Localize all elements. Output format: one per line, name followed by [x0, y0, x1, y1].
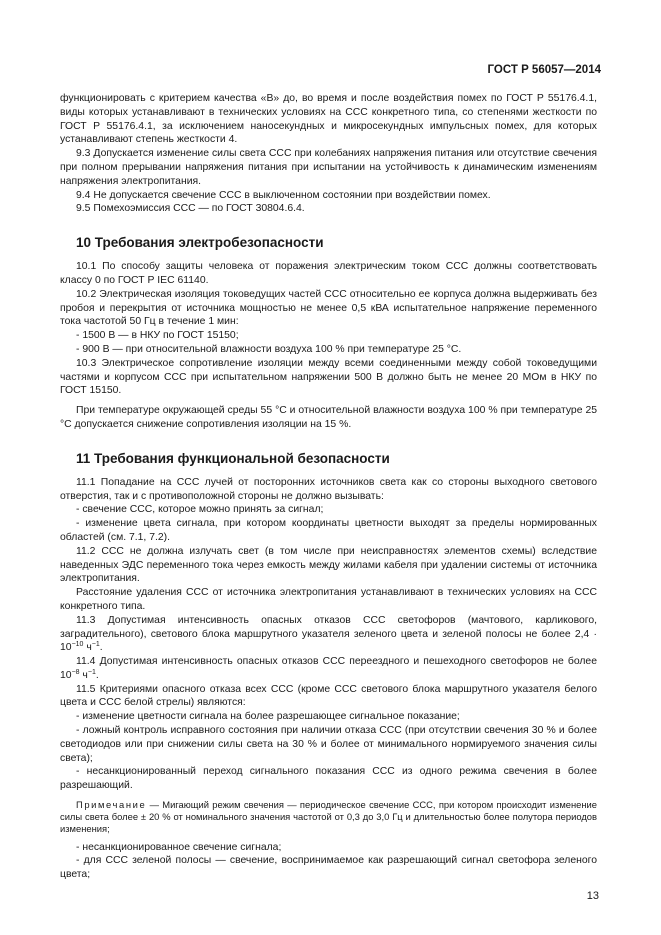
- paragraph: [60, 655, 597, 683]
- section-heading: 10 Требования электробезопасности: [76, 235, 324, 251]
- paragraph: [60, 710, 597, 724]
- paragraph: [60, 545, 597, 586]
- paragraph-text: 9.4 Не допускается свечение ССС в выключенном состоянии при воздействии помех.: [76, 189, 491, 201]
- paragraph-text: .: [95, 669, 99, 681]
- paragraph: [60, 343, 597, 357]
- paragraph-text: - изменение цвета сигнала, при котором координаты цветности выходят за пределы нормированных областей (см. 7.1, 7.2).: [60, 518, 597, 543]
- superscript: −1: [91, 641, 100, 649]
- paragraph-text: - 900 В — при относительной влажности воздуха 100 % при температуре 25 °С.: [76, 343, 462, 355]
- paragraph: [60, 202, 597, 216]
- paragraph-text: 9.3 Допускается изменение силы света ССС при колебаниях напряжения питания или отсутствие свечения при полном прерывании напряжения питания при испытании на устойчивость к динамическим изменениям напряжения электропитания.: [60, 148, 597, 187]
- paragraph: [60, 288, 597, 329]
- paragraph: [60, 503, 597, 517]
- note-paragraph: [60, 799, 597, 836]
- paragraph: [60, 92, 597, 147]
- paragraph: [60, 586, 597, 614]
- paragraph-text: 11.1 Попадание на ССС лучей от посторонних источников света как со стороны выходного светового отверстия, так и с противоположной стороны не должно вызывать:: [60, 476, 597, 502]
- paragraph: [60, 614, 597, 655]
- document-header: ГОСТ Р 56057—2014: [487, 64, 601, 76]
- paragraph-text: ч: [83, 642, 92, 654]
- paragraph-text: - несанкционированное свечение сигнала;: [76, 841, 282, 853]
- paragraph-text: 10.3 Электрическое сопротивление изоляции между всеми соединенными между собой токоведущими частями и корпусом ССС при испытательном напряжении 500 В должно быть не менее 20 МОм в НКУ по ГОСТ 15150.: [60, 357, 597, 397]
- paragraph-text: 10.1 По способу защиты человека от поражения электрическим током ССС должны соответствовать классу 0 по ГОСТ Р IEC 61140.: [60, 261, 597, 286]
- superscript: −10: [71, 641, 84, 649]
- paragraph-text: .: [99, 642, 103, 654]
- paragraph: [60, 854, 597, 882]
- paragraph-text: - свечение ССС, которое можно принять за сигнал;: [76, 504, 324, 516]
- paragraph-text: - 1500 В — в НКУ по ГОСТ 15150;: [76, 330, 239, 342]
- paragraph-text: 11.5 Критериями опасного отказа всех ССС (кроме ССС светового блока маршрутного указателя белого цвета и ССС белой стрелы) являются:: [60, 683, 597, 709]
- document-body: [60, 92, 597, 882]
- paragraph: [60, 683, 597, 711]
- paragraph: [60, 765, 597, 793]
- paragraph: [60, 260, 597, 288]
- paragraph: [60, 476, 597, 504]
- paragraph: [60, 189, 597, 203]
- note-text: — Мигающий режим свечения — периодическое свечение ССС, при котором происходит изменение силы света более ± 20 % от номинального значения частотой от 0,3 до 3,0 Гц и длительностью более полутора периодов изменения;: [60, 799, 597, 835]
- paragraph-text: 11.3 Допустимая интенсивность опасных отказов ССС светофоров (мачтового, карликового, заградительного), светового блока маршрутного указателя зеленого цвета и зеленой полосы не более 2,4 · 10: [60, 614, 597, 654]
- paragraph-text: функционировать с критерием качества «В» до, во время и после воздействия помех по ГОСТ Р 55176.4.1, виды которых устанавливают в технических условиях на ССС конкретного типа, со степенями жесткости по ГОСТ Р 55176.4.1, за исключением наносекундных и микросекундных импульсных помех, для которых устанавливают степень жесткости 4.: [60, 93, 597, 146]
- paragraph-text: 10.2 Электрическая изоляция токоведущих частей ССС относительно ее корпуса должна выдерживать без пробоя и перекрытия от источника мощностью не менее 0,5 кВА испытательное напряжение переменного тока частотой 50 Гц в течение 1 мин:: [60, 288, 597, 328]
- superscript: −8: [71, 668, 80, 676]
- paragraph: [60, 841, 597, 855]
- paragraph: [60, 404, 597, 432]
- paragraph: [60, 357, 597, 398]
- paragraph-text: 11.2 ССС не должна излучать свет (в том числе при неисправностях элементов схемы) вследствие наведенных ЭДС переменного тока через емкость между жилами кабеля при удалении системы от источника электропитания.: [60, 545, 597, 585]
- paragraph: [60, 147, 597, 188]
- superscript: −1: [87, 668, 96, 676]
- page-number: 13: [586, 890, 599, 902]
- paragraph-text: - для ССС зеленой полосы — свечение, воспринимаемое как разрешающий сигнал светофора зеленого цвета;: [60, 855, 597, 881]
- paragraph-text: 11.4 Допустимая интенсивность опасных отказов ССС переездного и пешеходного светофоров не более 10: [60, 656, 597, 681]
- paragraph-text: Расстояние удаления ССС от источника электропитания устанавливают в технических условиях на ССС конкретного типа.: [60, 587, 597, 612]
- note-label: Примечание: [76, 799, 147, 811]
- paragraph-text: - несанкционированный переход сигнального показания ССС из одного режима свечения в более разрешающий.: [60, 766, 597, 792]
- paragraph-text: 9.5 Помехоэмиссия ССС — по ГОСТ 30804.6.4.: [76, 203, 305, 215]
- paragraph: [60, 724, 597, 765]
- paragraph-text: При температуре окружающей среды 55 °С и относительной влажности воздуха 100 % при температуре 25 °С допускается снижение сопротивления изоляции на 15 %.: [60, 405, 597, 430]
- paragraph-text: ч: [79, 669, 88, 681]
- section-heading: 11 Требования функциональной безопасности: [76, 450, 390, 466]
- paragraph-text: - ложный контроль исправного состояния при наличии отказа ССС (при отсутствии свечения 30 % и более светодиодов или при снижении силы света на 30 % и более от минимального нормируемого значения силы света);: [60, 725, 597, 764]
- paragraph: [60, 517, 597, 545]
- paragraph: [60, 329, 597, 343]
- paragraph-text: - изменение цветности сигнала на более разрешающее сигнальное показание;: [76, 711, 460, 723]
